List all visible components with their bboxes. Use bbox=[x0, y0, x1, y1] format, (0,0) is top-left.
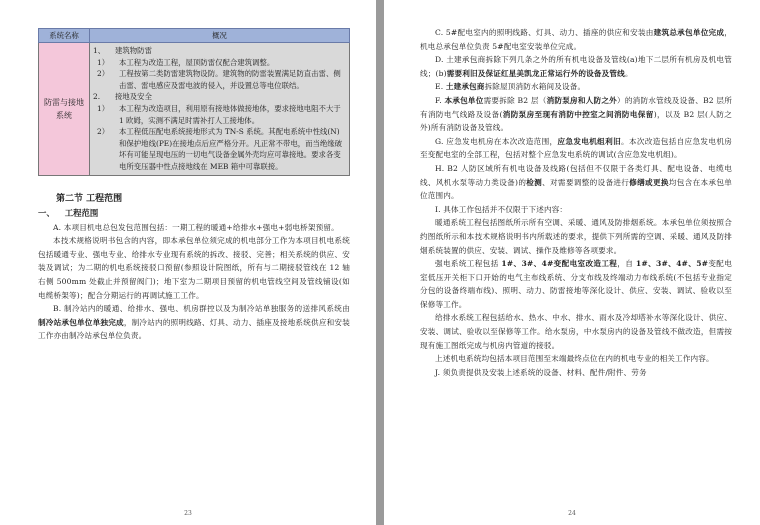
paragraph-scope bbox=[38, 234, 350, 302]
paragraph-text: 本技术规格说明书包含的内容，即本承包单位须完成的机电部分工作为本项目机电系统包括暖通专业、强电专业、给排水专业现有系统的拆改、接驳、完善；相关系统的供应、安装及调试；为二期的机电系统接驳口预留(参照设计院图纸，所有与二期接驳管线在 12 轴右侧 500mm 处截止并预留阀门)；地下室为二期项目预留的机电管线空间及管线铺设(如电缆桥架等)；配合分期运行的再调试施工工作。 bbox=[38, 236, 350, 300]
paragraph-c bbox=[420, 26, 732, 53]
list-item bbox=[93, 91, 346, 103]
item-text: 本工程低压配电系统接地形式为 TN-S 系统。其配电系统中性线(N)和保护地线(PE)在接地点后应严格分开。凡正常不带电，而当绝缘破坏有可能呈现电压的一切电气设备金属外壳均应可靠接地。要求各变电所变压器中性点接地线在 MEB 箱中可靠联接。 bbox=[119, 127, 343, 171]
table-header-row bbox=[39, 29, 350, 43]
paragraph-hvac bbox=[420, 216, 732, 257]
item-number: 2. bbox=[93, 92, 101, 102]
paragraph-e bbox=[420, 80, 732, 94]
item-text: 工程按第二类防雷建筑物设防。建筑物的防雷装置满足防直击雷、侧击雷、雷电感应及雷电波的侵入，并设置总等电位联结。 bbox=[119, 69, 341, 90]
paragraph-text: )，以及 B2 层(人防之外)所有消防设备及管线。 bbox=[420, 109, 732, 133]
bold-text: 制冷站承包单位单独完成 bbox=[38, 317, 124, 327]
paragraph-text: 上述机电系统均包括本项目范围至末端最终点位在内的机电专业的相关工作内容。 bbox=[435, 354, 714, 364]
paragraph-text: ，机电总承包单位负责 5#配电室安装单位完成。 bbox=[420, 28, 732, 51]
list-item bbox=[93, 57, 346, 69]
paragraph-text: 给排水系统工程包括给水、热水、中水、排水、雨水及冷却塔补水等深化设计、供应、安装、调试、验收以至保修等工作。给水泵房，中水泵房内的设备及管线不做改造，但需按现有施工图纸完成与机房内管道的接驳。 bbox=[420, 313, 732, 350]
page-number: 23 bbox=[184, 510, 192, 517]
subsection-title: 工程范围 bbox=[64, 207, 99, 218]
bold-text: 土建承包商 bbox=[445, 82, 485, 92]
paragraph-g bbox=[420, 135, 732, 162]
paragraph-text: 。本次改造包括自应急发电机房至变配电室的全部工程，包括对整个应急发电系统的调试(含应急发电机组)。 bbox=[420, 136, 733, 160]
paragraph-text: ，制冷站内的照明线路、灯具、动力、插座及接地系统供应和安装工作亦由制冷站承包单位负责。 bbox=[38, 317, 350, 341]
paragraph-text: 均包含在本承包单位范围内。 bbox=[420, 177, 733, 201]
table-row bbox=[39, 43, 350, 176]
bold-text: 本承包单位 bbox=[444, 95, 484, 105]
paragraph-text: F. bbox=[435, 95, 445, 105]
section-heading: 第二节 工程范围 bbox=[56, 193, 123, 204]
item-number: 1、 bbox=[93, 46, 106, 55]
paragraph-text: A. 本项目机电总包发包范围包括：一期工程的暖通+给排水+强电+弱电桥架预留。 bbox=[53, 222, 339, 232]
paragraph-text: ）的消防水管线及设备、B2 层所有消防电气线路及设备( bbox=[420, 95, 733, 119]
bold-text: 修缮或更换 bbox=[629, 177, 669, 187]
page-number: 24 bbox=[568, 510, 576, 517]
paragraph-text: G. 应急发电机房在本次改造范围， bbox=[435, 136, 558, 146]
paragraph-text: ，自 bbox=[617, 259, 636, 269]
paragraph-b bbox=[38, 302, 350, 343]
paragraph-text: 暖通系统工程包括图纸所示所有空调、采暖、通风及防排烟系统。本承包单位须按照合约图纸所示和本技术规格说明书内所载述的要求，提供下列所需的空调、采暖、通风及防排烟系统装置的供应、安装、调试、操作及维修等各项要求。 bbox=[420, 218, 732, 255]
paragraph-text: 变配电室低压开关柜下口开始的电气主布线系统、分支布线及终端动力布线系统(不包括专业指定分包的设备终端布线)、照明、动力、防雷接地等深化设计、供应、安装、调试、验收以至保修等工作。 bbox=[420, 259, 732, 309]
paragraph-text: 拆除屋顶消防水箱间及设备。 bbox=[484, 82, 586, 92]
paragraph-text: 强电系统工程包括 bbox=[435, 259, 502, 269]
item-number: 1） bbox=[97, 103, 110, 113]
item-text: 本工程为改造工程，屋顶防雷仅配合建筑调整。 bbox=[119, 57, 275, 67]
paragraph-text: 。 bbox=[624, 68, 633, 78]
paragraph-text: C. 5#配电室内的照明线路、灯具、动力、插座的供应和安装由 bbox=[435, 28, 654, 37]
item-number: 1） bbox=[97, 57, 110, 67]
paragraph-text: B. 制冷站内的暖通、给排水、强电、机房群控以及为制冷站单独服务的送排风系统由 bbox=[53, 304, 350, 314]
bold-text: 需要利旧及保证红星美凯龙正常运行外的设备及管线 bbox=[446, 68, 625, 78]
item-text: 接地及安全 bbox=[115, 92, 152, 102]
paragraph-electrical bbox=[420, 257, 732, 311]
item-number: 2） bbox=[97, 69, 110, 79]
paragraph-text: 、对需要调整的设备进行 bbox=[542, 177, 630, 187]
list-item bbox=[93, 103, 346, 126]
paragraph-text: H. B2 人防区域所有机电设备及线路(包括但不仅限于各类灯具、配电设备、电缆电线、风机水泵等动力类设备)的 bbox=[420, 163, 732, 187]
table-header-system-name: 系统名称 bbox=[39, 29, 90, 43]
bold-text: 1#、3#、4#变配电室改造工程 bbox=[501, 259, 618, 269]
paragraph-j bbox=[420, 366, 732, 380]
paragraph-summary bbox=[420, 352, 732, 366]
list-item bbox=[93, 68, 346, 91]
item-number: 2） bbox=[97, 127, 110, 137]
system-name-cell: 防雷与接地系统 bbox=[39, 43, 90, 176]
document-page-right bbox=[384, 0, 760, 525]
paragraph-text: 需要拆除 B2 层（ bbox=[483, 95, 547, 105]
subsection-heading bbox=[38, 207, 350, 219]
paragraph-h bbox=[420, 162, 732, 203]
bold-text: 检测 bbox=[526, 177, 543, 187]
bold-text: 1#、3#、4#、5# bbox=[635, 259, 709, 269]
subsection-number: 一、 bbox=[38, 207, 55, 218]
bold-text: 消防泵房和人防之外 bbox=[546, 95, 617, 105]
bold-text: 应急发电机组利旧 bbox=[557, 136, 622, 146]
paragraph-i bbox=[420, 203, 732, 217]
bold-text: 消防泵房至现有消防中控室之间消防电保留 bbox=[502, 109, 654, 119]
bold-text: 建筑总承包单位完成 bbox=[653, 28, 725, 37]
system-overview-table bbox=[38, 28, 350, 176]
paragraph-plumbing bbox=[420, 311, 732, 352]
item-text: 建筑物防雷 bbox=[115, 46, 152, 55]
paragraph-text: E. bbox=[435, 82, 446, 92]
paragraph-d bbox=[420, 53, 732, 80]
paragraph-text: I. 具体工作包括并不仅限于下述内容： bbox=[435, 204, 568, 214]
paragraph-text: D. 土建承包商拆除下列几条之外的所有机电设备及管线(a)地下二层所有机房及机电管线；(b) bbox=[420, 55, 732, 78]
item-text: 本工程为改造项目，利用原有接地体做接地体，要求接地电阻不大于 1 欧姆，实测不满足时需补打人工接地体。 bbox=[119, 103, 341, 125]
table-header-overview: 概况 bbox=[90, 29, 350, 43]
document-page-left bbox=[0, 0, 376, 525]
paragraph-a bbox=[38, 221, 350, 235]
paragraph-f bbox=[420, 94, 732, 135]
list-item bbox=[93, 126, 346, 172]
paragraph-text: J. 须负责提供及安装上述系统的设备、材料、配件/附件、劳务 bbox=[435, 367, 647, 377]
list-item bbox=[93, 45, 346, 57]
system-description-cell bbox=[90, 43, 350, 176]
